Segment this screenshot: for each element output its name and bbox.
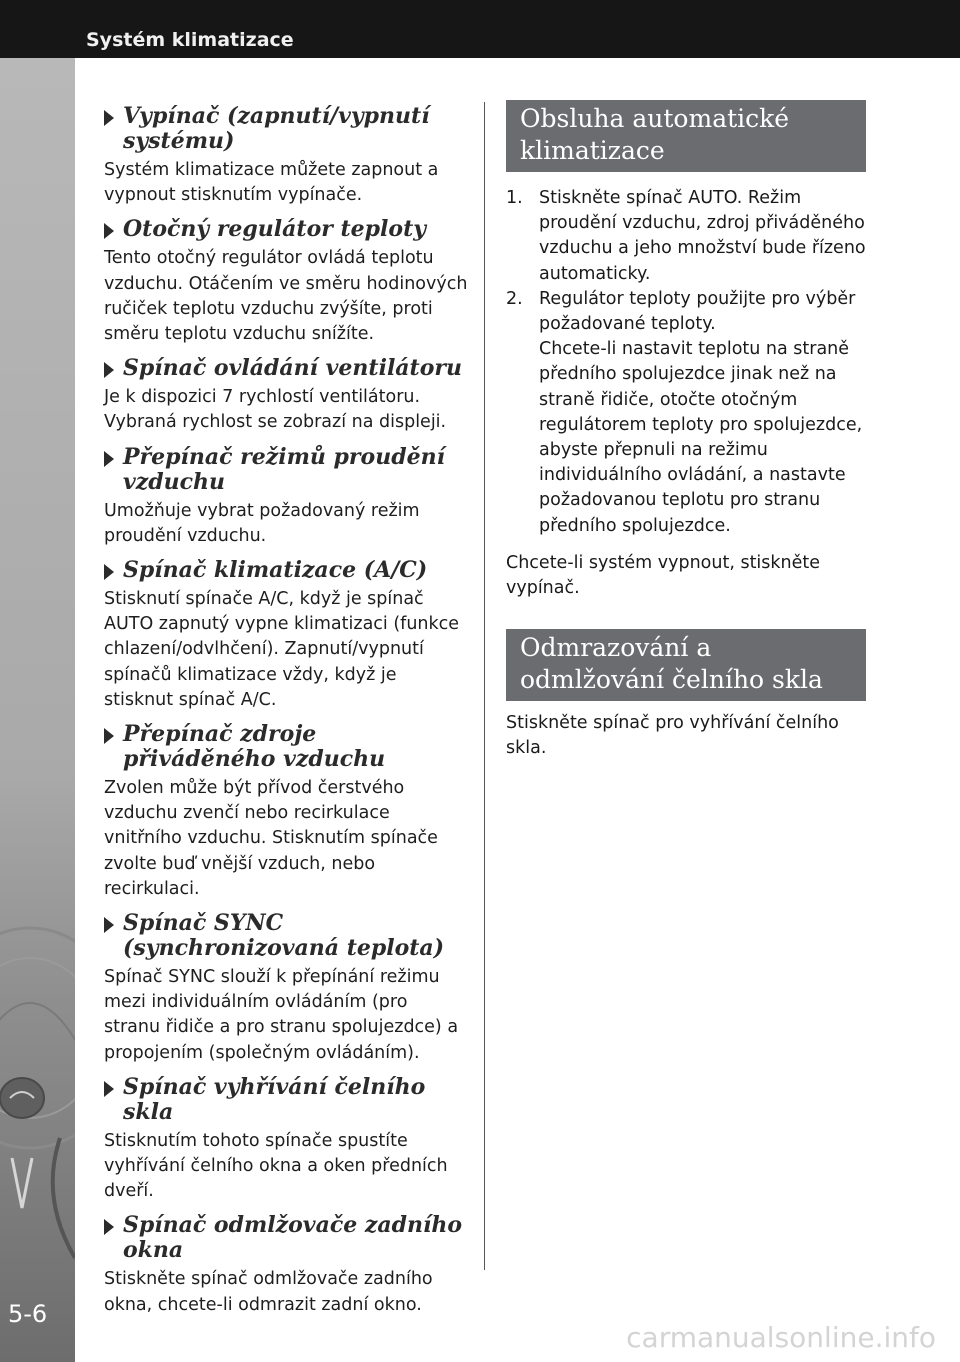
section-marker-icon — [104, 451, 114, 467]
section-title: Přepínač režimů proudění vzduchu — [123, 443, 445, 495]
section-body: Systém klimatizace můžete zapnout a vypnout stisknutím vypínače. — [104, 160, 439, 206]
section-heading — [104, 1213, 469, 1263]
step-text: Regulátor teploty použijte pro výběr požadované teploty. — [539, 288, 856, 335]
header-title: Systém klimatizace — [86, 29, 294, 51]
section-marker-icon — [104, 564, 114, 580]
section-title: Spínač odmlžovače zadního okna — [123, 1212, 463, 1264]
steering-wheel-image — [0, 58, 75, 1362]
right-column — [506, 100, 866, 762]
section-title: Spínač klimatizace (A/C) — [123, 557, 428, 584]
section-heading — [104, 722, 469, 772]
section-body: Umožňuje vybrat požadovaný režim proudění vzduchu. — [104, 500, 420, 546]
section-marker-icon — [104, 223, 114, 239]
column-divider — [484, 102, 485, 1270]
section-windshield-heater — [104, 1075, 469, 1205]
section-heading — [104, 1075, 469, 1125]
section-heading — [104, 911, 469, 961]
section-title: Přepínač zdroje přiváděného vzduchu — [123, 721, 386, 773]
section-body: Stisknutí spínače A/C, když je spínač AUTO zapnutý vypne klimatizaci (funkce chlazení/odvlhčení). Zapnutí/vypnutí spínačů klimatizace vždy, když je stisknut spínač A/C. — [104, 589, 460, 710]
section-title: Spínač ovládání ventilátoru — [123, 355, 462, 382]
section-heading — [104, 558, 469, 583]
left-column — [104, 100, 469, 1318]
section-marker-icon — [104, 1081, 114, 1097]
section-heading — [104, 217, 469, 242]
section-heading — [104, 356, 469, 381]
step-item — [506, 287, 866, 539]
section-body: Stisknutím tohoto spínače spustíte vyhřívání čelního okna a oken předních dveří. — [104, 1130, 448, 1202]
step-number: 1. — [506, 188, 523, 208]
auto-heading: Obsluha automatické klimatizace — [506, 100, 866, 172]
section-fan-switch — [104, 356, 469, 435]
section-body: Je k dispozici 7 rychlostí ventilátoru. Vybraná rychlost se zobrazí na displeji. — [104, 387, 447, 433]
step-extra-text: Chcete-li nastavit teplotu na straně předního spolujezdce jinak než na straně řidiče, otočte otočným regulátorem teploty pro spolujezdce, abyste přepnuli na režimu individuálního ovládání, a nastavte požadovanou teplotu pro stranu předního spolujezdce. — [539, 339, 863, 536]
section-marker-icon — [104, 728, 114, 744]
defrost-heading: Odmrazování a odmlžování čelního skla — [506, 629, 866, 701]
defrost-body: Stiskněte spínač pro vyhřívání čelního skla. — [506, 713, 839, 759]
section-ac-switch — [104, 558, 469, 713]
section-airflow-mode — [104, 445, 469, 549]
section-title: Spínač vyhřívání čelního skla — [123, 1073, 426, 1125]
header-bar — [0, 0, 960, 58]
section-temp-dial — [104, 217, 469, 347]
section-title: Spínač SYNC (synchronizovaná teplota) — [123, 910, 445, 962]
section-title: Vypínač (zapnutí/vypnutí systému) — [123, 103, 430, 154]
section-marker-icon — [104, 110, 114, 126]
section-heading — [104, 445, 469, 495]
section-marker-icon — [104, 1219, 114, 1235]
step-item — [506, 186, 866, 287]
page-number: 5-6 — [8, 1300, 48, 1328]
section-body: Stiskněte spínač odmlžovače zadního okna, chcete-li odmrazit zadní okno. — [104, 1269, 433, 1315]
section-power-switch — [104, 104, 469, 208]
watermark: carmanualsonline.info — [626, 1321, 936, 1354]
section-title: Otočný regulátor teploty — [123, 216, 427, 243]
section-rear-defogger — [104, 1213, 469, 1317]
section-body: Tento otočný regulátor ovládá teplotu vzduchu. Otáčením ve směru hodinových ručiček teplotu vzduchu zvýšíte, proti směru teplotu vzduchu snížíte. — [104, 248, 468, 345]
section-sync-switch — [104, 911, 469, 1066]
section-heading — [104, 104, 469, 154]
section-marker-icon — [104, 362, 114, 378]
auto-footer: Chcete-li systém vypnout, stiskněte vypínač. — [506, 552, 821, 599]
step-text: Stiskněte spínač AUTO. Režim proudění vzduchu, zdroj přiváděného vzduchu a jeho množství bude řízeno automaticky. — [539, 188, 866, 284]
section-marker-icon — [104, 917, 114, 933]
section-body: Zvolen může být přívod čerstvého vzduchu zvenčí nebo recirkulace vnitřního vzduchu. Stisknutím spínače zvolte buď vnější vzduch, nebo recirkulaci. — [104, 778, 438, 899]
step-number: 2. — [506, 288, 523, 309]
auto-steps — [506, 186, 866, 539]
section-body: Spínač SYNC slouží k přepínání režimu mezi individuálním ovládáním (pro stranu řidiče a pro stranu spolujezdce) a propojením (společným ovládáním). — [104, 967, 459, 1063]
section-air-intake — [104, 722, 469, 902]
side-strip — [0, 58, 75, 1362]
